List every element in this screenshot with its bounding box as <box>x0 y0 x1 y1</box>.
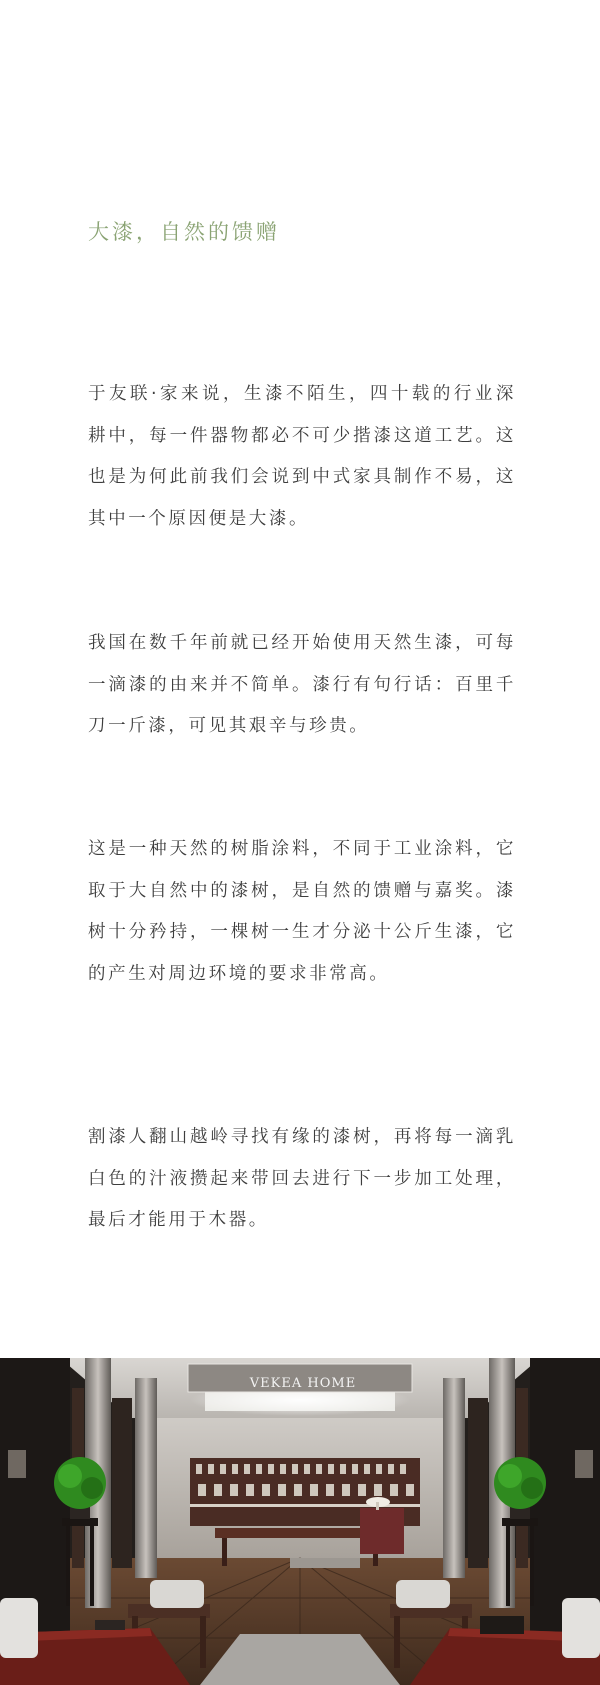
showroom-photo <box>0 1358 600 1685</box>
showroom-sign-text: VEKEA HOME <box>249 1376 357 1391</box>
paragraph-3: 这是一种天然的树脂涂料，不同于工业涂料，它取于大自然中的漆树，是自然的馈赠与嘉奖。漆树十分矜持，一棵树一生才分泌十公斤生漆，它的产生对周边环境的要求非常高。 <box>88 839 516 984</box>
paragraph-2: 我国在数千年前就已经开始使用天然生漆，可每一滴漆的由来并不简单。漆行有句行话：百里千刀一斤漆，可见其艰辛与珍贵。 <box>88 633 516 737</box>
paragraph-1: 于友联·家来说，生漆不陌生，四十载的行业深耕中，每一件器物都必不可少揩漆这道工艺。这也是为何此前我们会说到中式家具制作不易，这其中一个原因便是大漆。 <box>88 384 516 529</box>
showroom-illustration <box>0 1358 600 1685</box>
section-heading: 大漆，自然的馈赠 <box>88 220 280 244</box>
paragraph-4: 割漆人翻山越岭寻找有缘的漆树，再将每一滴乳白色的汁液攒起来带回去进行下一步加工处理，最后才能用于木器。 <box>88 1127 516 1231</box>
